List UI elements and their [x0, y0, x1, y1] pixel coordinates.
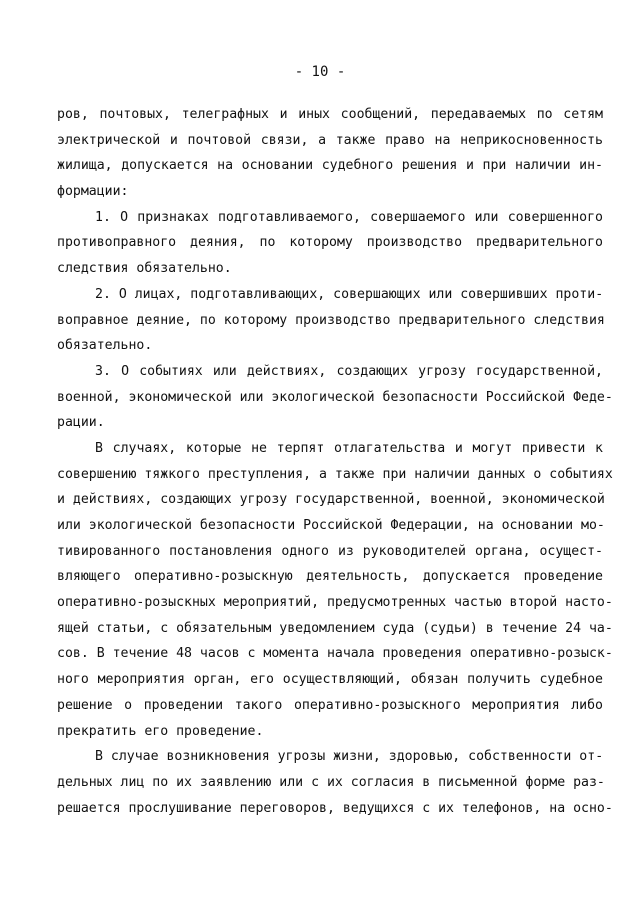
text-line: тивированного постановления одного из руководителей органа, осущест-: [57, 543, 603, 559]
text-line: дельных лиц по их заявлению или с их согласия в письменной форме раз-: [57, 774, 605, 790]
text-line: воправное деяние, по которому производство предварительного следствия: [57, 312, 605, 328]
text-line: решение о проведении такого оперативно-розыскного мероприятия либо: [57, 697, 603, 713]
text-line: ров, почтовых, телеграфных и иных сообщений, передаваемых по сетям: [57, 107, 603, 122]
text-line: решается прослушивание переговоров, ведущихся с их телефонов, на осно-: [57, 800, 613, 816]
text-line: сов. В течение 48 часов с момента начала проведения оперативно-розыск-: [57, 646, 613, 662]
text-line: оперативно-розыскных мероприятий, предусмотренных частью второй насто-: [57, 595, 613, 611]
text-line: прекратить его проведение.: [57, 723, 264, 739]
text-line: следствия обязательно.: [57, 261, 232, 277]
list-item-1-line: 1. О признаках подготавливаемого, совершаемого или совершенного: [95, 209, 603, 225]
text-line: электрической и почтовой связи, а также право на неприкосновенность: [57, 132, 603, 148]
text-line: военной, экономической или экологической безопасности Российской Феде-: [57, 389, 613, 405]
text-line: или экологической безопасности Российской Федерации, на основании мо-: [57, 518, 605, 533]
paragraph-start-line: В случаях, которые не терпят отлагательства и могут привести к: [95, 440, 603, 456]
text-line: ного мероприятия орган, его осуществляющий, обязан получить судебное: [57, 672, 603, 688]
paragraph-start-line: В случае возникновения угрозы жизни, здоровью, собственности от-: [95, 749, 604, 765]
text-line: жилища, допускается на основании судебного решения и при наличии ин-: [57, 158, 603, 174]
list-item-2-line: 2. О лицах, подготавливающих, совершающих или совершивших проти-: [95, 286, 604, 302]
text-line: обязательно.: [57, 338, 153, 354]
text-line: ящей статьи, с обязательным уведомлением суда (судьи) в течение 24 ча-: [57, 620, 613, 636]
text-line: формации:: [57, 184, 129, 200]
text-line: рации.: [57, 415, 105, 431]
text-line: вляющего оперативно-розыскную деятельность, допускается проведение: [57, 569, 603, 585]
text-line: совершению тяжкого преступления, а также при наличии данных о событиях: [57, 466, 613, 482]
page-number: - 10 -: [294, 64, 346, 80]
text-line: противоправного деяния, по которому производство предварительного: [57, 235, 603, 251]
body-text: [57, 102, 613, 821]
list-item-3-line: 3. О событиях или действиях, создающих угрозу государственной,: [95, 363, 603, 379]
text-line: и действиях, создающих угрозу государственной, военной, экономической: [57, 492, 605, 508]
